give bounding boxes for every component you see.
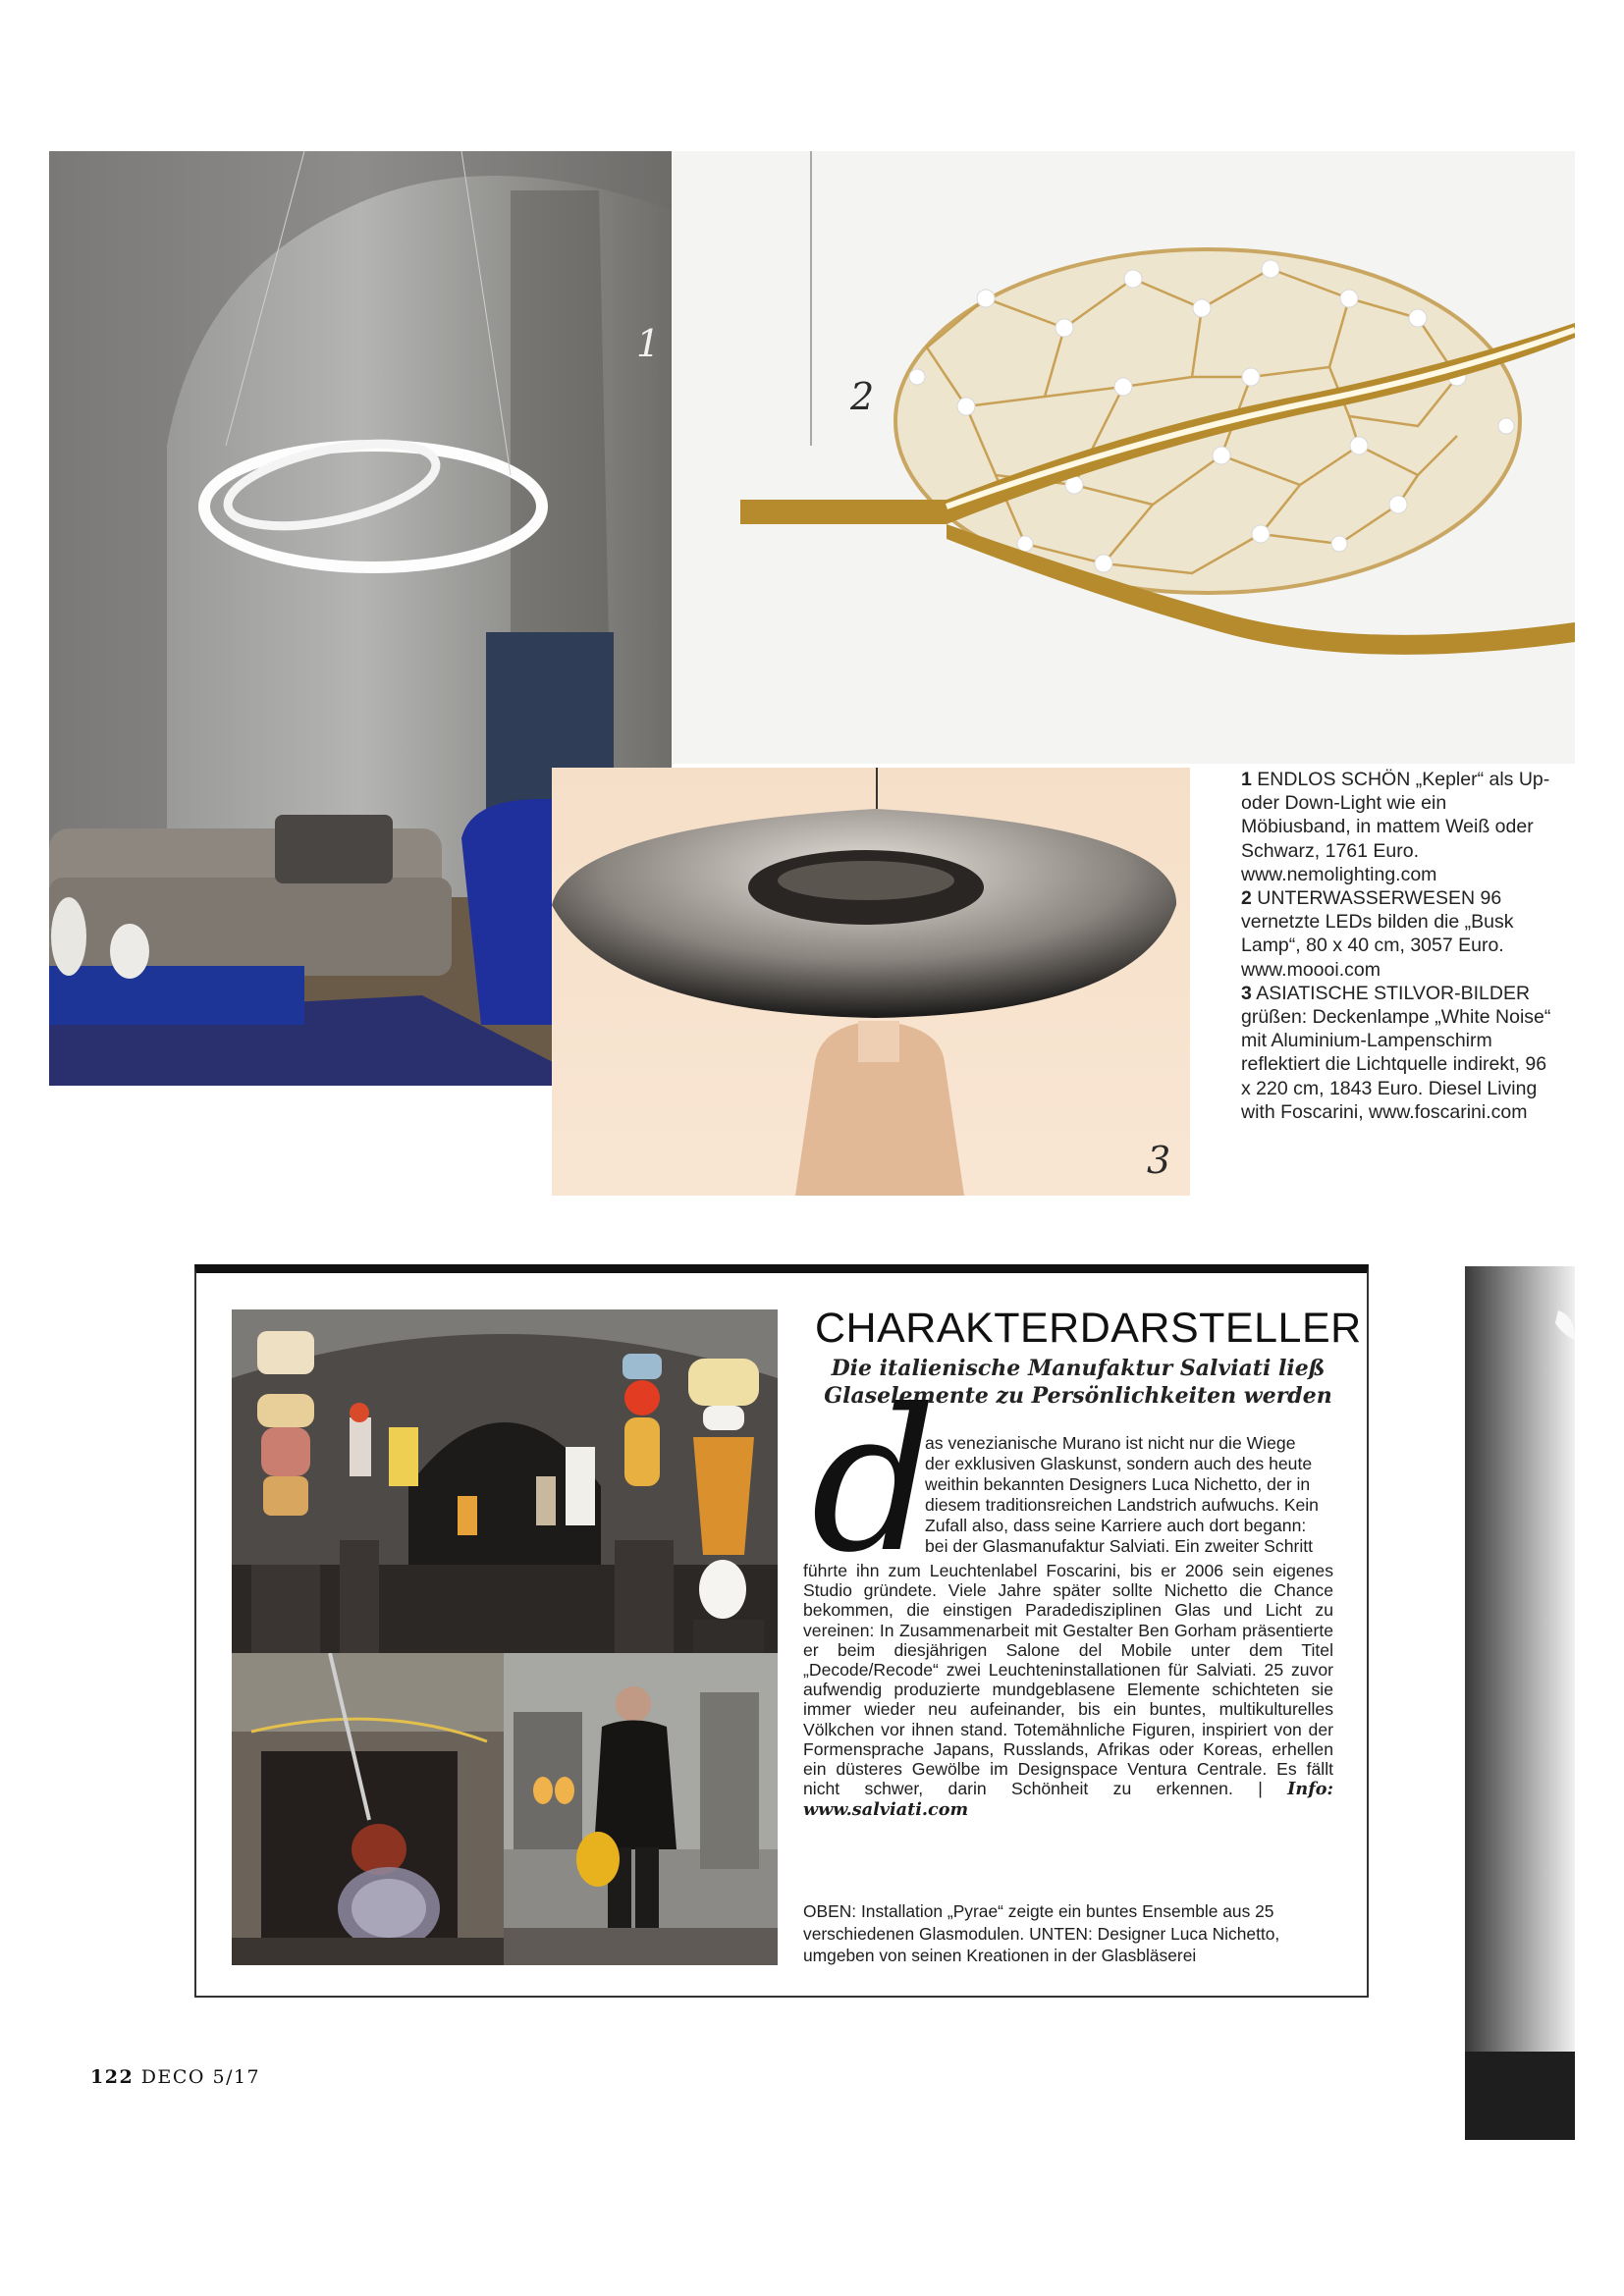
body-line-5: Zufall also, dass seine Karriere auch dort begann: <box>925 1516 1307 1535</box>
article-headline: CHARAKTERDARSTELLER <box>815 1305 1362 1352</box>
photo-pyrae-installation <box>232 1309 778 1653</box>
caption-1: 1 ENDLOS SCHÖN „Kepler“ als Up- oder Down-Light wie ein Möbiusband, in mattem Weiß oder Schwarz, 1761 Euro. www.nemolighting.com <box>1241 769 1550 885</box>
body-line-2: der exklusiven Glaskunst, sondern auch des heute <box>925 1454 1313 1473</box>
body-line-4: diesem traditionsreichen Landstrich aufwuchs. Kein <box>925 1495 1319 1515</box>
photo-number-2: 2 <box>850 375 875 418</box>
article-photo-caption: OBEN: Installation „Pyrae“ zeigte ein buntes Ensemble aus 25 verschiedenen Glasmodulen. UNTEN: Designer Luca Nichetto, umgeben von seinen Kreationen in der Glasbläserei <box>803 1901 1280 1965</box>
article-subhead: Die italienische Manufaktur Salviati ließ Glaselemente zu Persönlichkeiten werden <box>824 1356 1332 1409</box>
photo-number-3: 3 <box>1147 1139 1171 1182</box>
body-line-1: as venezianische Murano ist nicht nur die Wiege <box>925 1433 1296 1453</box>
caption-3: 3 ASIATISCHE STILVOR-BILDER grüßen: Deckenlampe „White Noise“ mit Aluminium-Lampenschirm reflektiert die Lichtquelle indirekt, 96 x 220 cm, 1843 Euro. Diesel Living with Foscarini, www.foscarini.com <box>1241 982 1551 1123</box>
article-info-link[interactable]: Info: www.salviati.com <box>803 1779 1333 1821</box>
magazine-issue: DECO 5/17 <box>140 2066 261 2088</box>
photo-white-noise-lamp <box>552 768 1190 1196</box>
page-folio <box>90 2066 260 2088</box>
photo-busk-lamp <box>672 151 1575 764</box>
article-body: führte ihn zum Leuchtenlabel Foscarini, bis er 2006 sein eigenes Studio gründete. Viele Jahre später sollte Nichetto die Chance bekommen, die einstigen Paradedisziplinen Glas und Licht zu vereinen: In Zusammenarbeit mit Gestalter Ben Gorham präsentierte er beim diesjährigen Salone del Mobile unter dem Titel „Decode/Recode“ zwei Leuchteninstallationen für Salviati. 25 zuvor aufwendig produzierte mundgeblasene Elemente schichteten sie immer wieder neu aufeinander, bis ein buntes, multikulturelles Völkchen vor ihnen stand. Totemähnliche Figuren, inspiriert von der Formensprache Japans, Russlands, Afrikas oder Koreas, erhellen ein düsteres Gewölbe im Designspace Ventura Centrale. Es fällt nicht schwer, darin Schönheit zu erkennen. | Info: www.salviati.com <box>803 1561 1333 1821</box>
caption-2: 2 UNTERWASSERWESEN 96 vernetzte LEDs bilden die „Busk Lamp“, 80 x 40 cm, 3057 Euro. www.moooi.com <box>1241 887 1514 981</box>
photo-captions <box>1241 768 1555 1124</box>
photo-glassblowing <box>232 1653 504 1965</box>
photo-number-1: 1 <box>636 322 661 365</box>
article-dropcap: d <box>811 1367 938 1596</box>
body-line-6: bei der Glasmanufaktur Salviati. Ein zweiter Schritt <box>925 1536 1314 1556</box>
page-number: 122 <box>90 2066 135 2088</box>
body-line-3: weithin bekannten Designers Luca Nichetto, der in <box>925 1474 1311 1494</box>
photo-right-edge <box>1465 1266 1575 2140</box>
photo-luca-nichetto <box>504 1653 778 1965</box>
